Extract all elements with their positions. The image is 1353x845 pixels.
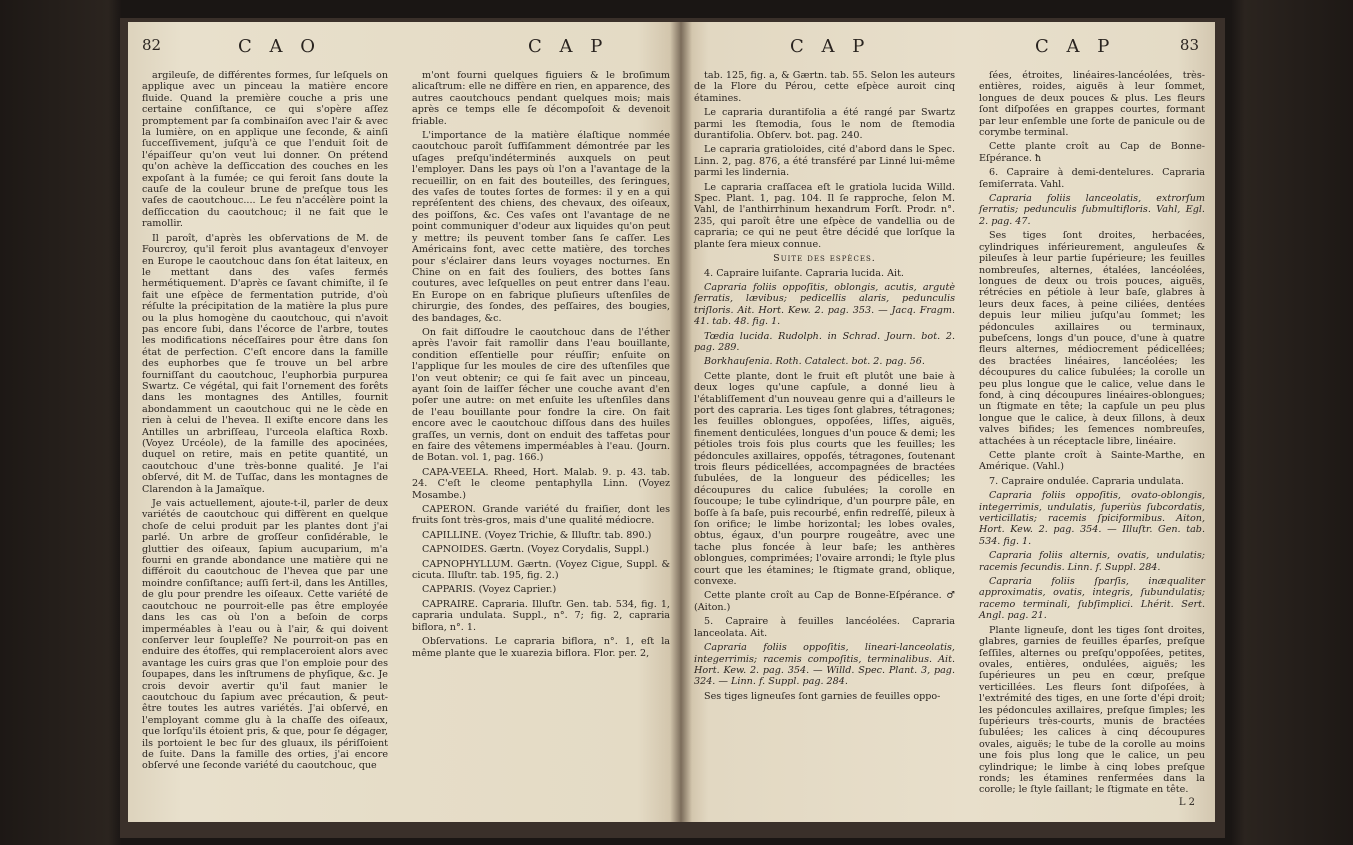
paragraph: CAPILLINE. (Voyez Trichie, & Illuſtr. tab. 890.) — [422, 529, 652, 541]
paragraph: Tœdia lucida. Rudolph. in Schrad. Journ. bot. 2. pag. 289. — [694, 330, 955, 353]
paragraph: tab. 125, fig. a, & Gærtn. tab. 55. Selon les auteurs de la Flore du Pérou, cette eſpèce auroit cinq étamines. — [694, 70, 955, 104]
right-page-column-2 — [965, 22, 1215, 822]
paragraph: Je vais actuellement, ajoute-t-il, parler de deux variétés de caoutchouc qui diffèrent en quelque choſe de celui produit par les plantes dont j'ai parlé. Un arbre de groſſeur conſidérable, le gluttier des oiſeaux, ſapium aucuparium, m'a fourni en grande abondance une matière qui ne différoit du caoutchouc de l'hevea que par une moindre conſiſtance; auſſi ſert-il, dans les Antilles, de glu pour prendre les oiſeaux. Cette variété de caoutchouc ne pourroit-elle pas être employée dans les cas où l'on a beſoin de corps imperméables à l'eau ou à l'air, & qui doivent conſerver leur ſoupleſſe? Ne pourroit-on pas en enduire des étoffes, qui remplaceroient alors avec avantage les cuirs gras que l'on emploie pour des ſoupapes, dans les inſtrumens de phyſique, &c. Je crois devoir avertir qu'il faut manier le caoutchouc du ſapium avec précaution, & peut-être toutes les autres variétés. J'ai obſervé, en l'employant comme glu à la chaſſe des oiſeaux, que lorſqu'ils étoient pris, & que, pour ſe dégager, ils portoient le bec ſur des gluaux, ils périſſoient de ſuite. Dans la famille des orties, j'ai encore obſervé une ſeconde variété du caoutchouc, que — [142, 498, 388, 772]
signature-mark: L 2 — [1178, 797, 1195, 808]
paragraph: Cette plante croît au Cap de Bonne-Eſpérance. ħ — [979, 141, 1205, 164]
right-running-head-a: C A P — [790, 36, 871, 57]
paragraph: Le capraria craſſacea eſt le gratiola lucida Willd. Spec. Plant. 1, pag. 104. Il ſe rapproche, ſelon M. Vahl, de l'anthirrhinum hexandrum Forſt. Prodr. n°. 235, qui paroît être une eſpèce de vandellia ou de capraria; ce qui ne peut être décidé que lorſque la plante ſera mieux connue. — [694, 181, 955, 250]
left-running-head-a: C A O — [238, 36, 321, 57]
right-page-header-b — [965, 32, 1215, 62]
paragraph: Le capraria durantifolia a été rangé par Swartz parmi les ſtemodia, ſous le nom de ſtemodia durantifolia. Obſerv. bot. pag. 240. — [694, 107, 955, 142]
paragraph: Capraria foliis alternis, ovatis, undulatis; racemis ſecundis. Linn. f. Suppl. 284. — [979, 550, 1205, 573]
paragraph: 7. Capraire ondulée. Capraria undulata. — [989, 475, 1184, 487]
paragraph: Le capraria gratioloides, cité d'abord dans le Spec. Linn. 2, pag. 876, a été transféré par Linné lui-même parmi les lindernia. — [694, 144, 955, 179]
paragraph: CAPNOPHYLLUM. Gærtn. (Voyez Cigue, Suppl. & cicuta. Illuſtr. tab. 195, fig. 2.) — [412, 558, 670, 582]
paragraph: Cette plante, dont le fruit eſt plutôt une baie à deux loges qu'une capſule, a donné lieu à l'établiſſement d'un nouveau genre qui a d'ailleurs le port des capraria. Les tiges ſont glabres, tétragones; les feuilles oblongues, oppoſées, liſſes, aiguës, finement denticulées, longues d'un pouce & demi; les pétioles trois fois plus courts que les feuilles; les pédoncules axillaires, oppoſés, tétragones, ſoutenant trois fleurs pédicellées, accompagnées de bractées ſubulées, de la longueur des pédicelles; les découpures du calice ſubulées; la corolle en ſoucoupe; le tube cylindrique, d'un pourpre pâle, en boſſe à ſa baſe, puis recourbé, enfin redreſſé, pileux à ſon orifice; le limbe horizontal; les lobes ovales, obtus, égaux, d'un pourpre rougeâtre, avec une tache plus foncée à leur baſe; les anthères oblongues, comprimées; l'ovaire arrondi; le ſtyle plus court que les étamines; le ſtigmate grand, oblique, convexe. — [694, 370, 955, 588]
paragraph: 4. Capraire luiſante. Capraria lucida. Ait. — [704, 267, 904, 279]
left-page-header — [128, 32, 398, 62]
paragraph: m'ont fourni quelques figuiers & le broſimum alicaſtrum: elle ne diffère en rien, en apparence, des autres caoutchoucs pendant quelques mois; mais après ce temps elle ſe décompoſoit & devenoit friable. — [412, 70, 670, 127]
paragraph: CAPA-VEELA. Rheed, Hort. Malab. 9. p. 43. tab. 24. C'eſt le cleome pentaphylla Linn. (Voyez Mosambe.) — [412, 466, 670, 501]
right-col-2-text — [979, 70, 1205, 812]
paragraph: Ses tiges ſont droites, herbacées, cylindriques inférieurement, anguleuſes & pileuſes à leur partie ſupérieure; les feuilles nombreuſes, alternes, étalées, lancéolées, longues de deux ou trois pouces, aiguës, rétrécies en pétiole à leur baſe, glabres à leurs deux faces, à peine ciliées, dentées depuis leur milieu juſqu'au ſommet; les pédoncules axillaires ou terminaux, pubeſcens, longs d'un pouce, d'une à quatre fleurs alternes, médiocrement pédicellées; des bractées linéaires, lancéolées; les découpures du calice ſubulées; la corolle un peu plus longue que le calice, velue dans le fond, à cinq découpures linéaires-oblongues; un ſtigmate en tête; la capſule un peu plus longue que le calice, à deux ſillons, à deux valves bifides; les ſemences nombreuſes, attachées à un réceptacle libre, linéaire. — [979, 230, 1205, 447]
right-page-column-1 — [680, 22, 965, 822]
paragraph: Capraria foliis oppoſitis, lineari-lanceolatis, integerrimis; racemis compoſitis, terminalibus. Ait. Hort. Kew. 2. pag. 354. — Willd. Spec. Plant. 3, pag. 324. — Linn. f. Suppl. pag. 284. — [694, 642, 955, 688]
paragraph: 5. Capraire à feuilles lancéolées. Capraria lanceolata. Ait. — [694, 616, 955, 639]
left-running-head-b: C A P — [528, 36, 609, 57]
right-running-head-b: C A P — [1035, 36, 1116, 57]
paragraph: Capraria foliis oppoſitis, oblongis, acutis, argutè ſerratis, lævibus; pedicellis alaris, pedunculis triſloris. Ait. Hort. Kew. 2. pag. 353. — Jacq. Fragm. 41. tab. 48. fig. 1. — [694, 281, 955, 328]
paragraph: Cette plante croît au Cap de Bonne-Eſpérance. ♂ (Aiton.) — [694, 590, 955, 613]
paragraph: On fait diſſoudre le caoutchouc dans de l'éther après l'avoir fait ramollir dans l'eau bouillante, condition eſſentielle pour réuſſir; enſuite on l'applique ſur les moules de cire des uſtenſiles que l'on veut obtenir; ce qui ſe fait avec un pinceau, ayant ſoin de laiſſer ſécher une couche avant d'en poſer une autre: on met enſuite les uſtenſiles dans de l'eau bouillante pour fondre la cire. On fait encore avec le caoutchouc diſſous dans des huiles graſſes, un vernis, dont on enduit des taffetas pour en faire des vêtemens imperméables à l'eau. (Journ. de Botan. vol. 1, pag. 166.) — [412, 326, 670, 464]
paragraph: CAPNOIDES. Gærtn. (Voyez Corydalis, Suppl.) — [422, 544, 650, 556]
paragraph: Plante ligneuſe, dont les tiges ſont droites, glabres, garnies de feuilles éparſes, preſque ſeſſiles, alternes ou preſqu'oppoſées, petites, ovales, entières, ondulées, aiguës; les ſupérieures un peu en cœur, preſque verticillées. Les fleurs ſont diſpoſées, à l'extrémité des tiges, en une ſorte d'épi droit; les pédoncules axillaires, preſque ſimples; les ſupérieurs très-courts, munis de bractées ſubulées; les calices à cinq découpures ovales, aiguës; le tube de la corolle au moins une fois plus long que le calice, un peu cylindrique; le limbe à cinq lobes preſque ronds; les étamines renfermées dans la corolle; le ſtyle ſaillant; le ſtigmate en tête. — [979, 624, 1205, 796]
book-gutter — [670, 22, 692, 822]
paragraph: Capraria foliis oppoſitis, ovato-oblongis, integerrimis, undulatis, ſuperiùs ſubcordatis, verticillatis; racemis ſpiciformibus. Aiton, Hort. Kew. 2. pag. 354. — Illuſtr. Gen. tab. 534. fig. 1. — [979, 490, 1205, 547]
left-page-column-1 — [128, 22, 398, 822]
paragraph: Obſervations. Le capraria biflora, n°. 1, eſt la même plante que le xuarezia biflora. Flor. per. 2, — [412, 636, 670, 659]
left-page-column-2 — [398, 22, 680, 822]
left-page-number: 82 — [142, 36, 162, 54]
paragraph: Borkhauſenia. Roth. Catalect. bot. 2. pag. 56. — [704, 356, 925, 368]
paragraph: CAPERON. Grande variété du fraiſier, dont les fruits ſont très-gros, mais d'une qualité médiocre. — [412, 504, 670, 527]
right-page-header — [680, 32, 965, 62]
paragraph: argileuſe, de différentes formes, ſur leſquels on applique avec un pinceau la matière encore fluide. Quand la première couche a pris une certaine conſiſtance, ce qui s'opère aſſez promptement par ſa combinaiſon avec l'air & avec la lumière, on en applique une ſeconde, & ainſi ſucceſſivement, juſqu'à ce que l'enduit ſoit de l'épaiſſeur qu'on veut lui donner. On prétend qu'on achève la deſſiccation des couches en les expoſant à la fumée; ce qui feroit ſans doute la cauſe de la couleur brune de preſque tous les vaſes de caoutchouc.... Le feu n'accélère point la deſſiccation du caoutchouc; il ne fait que le ramollir. — [142, 70, 388, 230]
right-page-number: 83 — [1179, 36, 1199, 54]
paragraph: L'importance de la matière élaſtique nommée caoutchouc paroît ſuffiſamment démontrée par les uſages preſqu'indéterminés auxquels on peut l'employer. Dans les pays où l'on a l'avantage de la recueillir, on en fait des bouteilles, des ſeringues, des vaſes de toutes ſortes de formes: il y en a qui repréſentent des chiens, des chevaux, des oiſeaux, des poiſſons, &c. Ces vaſes ont l'avantage de ne point communiquer d'odeur aux liquides qu'on peut y mettre; ils peuvent tomber ſans ſe caſſer. Les Américains font, avec cette matière, des torches pour s'éclairer dans leurs voyages nocturnes. En Chine on en fait des ſouliers, des bottes ſans coutures, avec leſquelles on peut entrer dans l'eau. En Europe on en fabrique pluſieurs uſtenſiles de chirurgie, des ſondes, des peſſaires, des bougies, des bandages, &c. — [412, 130, 670, 324]
paragraph: Ses tiges ligneuſes ſont garnies de feuilles oppo- — [704, 690, 941, 702]
left-col-2-text — [412, 70, 670, 812]
paragraph: CAPPARIS. (Voyez Caprier.) — [422, 584, 557, 596]
left-col-1-text — [142, 70, 388, 812]
section-heading: Suite des espèces. — [773, 253, 876, 265]
right-col-1-text — [694, 70, 955, 812]
paragraph: 6. Capraire à demi-dentelures. Capraria ſemiſerrata. Vahl. — [979, 167, 1205, 190]
paragraph: Capraria foliis ſparſis, inæqualiter approximatis, ovatis, integris, ſubundulatis; racemo terminali, ſubſimplici. Lhérit. Sert. Angl. pag. 21. — [979, 576, 1205, 622]
paragraph: CAPRAIRE. Capraria. Illuſtr. Gen. tab. 534, fig. 1, capraria undulata. Suppl., n°. 7; fig. 2, capraria biflora, n°. 1. — [412, 598, 670, 633]
paragraph: Capraria foliis lanceolatis, extrorſum ſerratis; pedunculis ſubmultifloris. Vahl, Egl. 2. pag. 47. — [979, 193, 1205, 227]
paragraph: Cette plante croît à Sainte-Marthe, en Amérique. (Vahl.) — [979, 450, 1205, 473]
paragraph: ſées, étroites, linéaires-lancéolées, très-entières, roides, aiguës à leur ſommet, longues de deux pouces & plus. Les fleurs ſont diſpoſées en grappes courtes, formant par leur enſemble une ſorte de panicule ou de corymbe terminal. — [979, 70, 1205, 139]
left-page-header-b — [398, 32, 680, 62]
paragraph: Il paroît, d'après les obſervations de M. de Fourcroy, qu'il feroit plus avantageux d'envoyer en Europe le caoutchouc dans ſon état laiteux, en le mettant dans des vaſes fermés hermétiquement. D'après ce ſavant chimiſte, il ſe fait une eſpèce de fermentation putride, d'où réſulte la précipitation de la matière la plus pure ou la plus homogène du caoutchouc, qui n'avoit pas encore ſubi, dans l'écorce de l'arbre, toutes les modifications néceſſaires pour être dans ſon état de perfection. C'eſt encore dans la famille des euphorbes que ſe trouve un bel arbre fourniſſant du caoutchouc, l'euphorbia purpurea Swartz. Ce végétal, qui fait l'ornement des forêts dans les montagnes des Antilles, fournit abondamment un caoutchouc qui ne le cède en rien à celui de l'hevea. Il exiſte encore dans les Antilles un arbriſſeau, l'urceola elaſtica Roxb. (Voyez Urcéole), de la famille des apocinées, duquel on retire, mais en petite quantité, un caoutchouc d'une très-bonne qualité. Je l'ai obſervé, dit M. de Tuſſac, dans les montagnes de Clarendon à la Jamaïque. — [142, 232, 388, 495]
